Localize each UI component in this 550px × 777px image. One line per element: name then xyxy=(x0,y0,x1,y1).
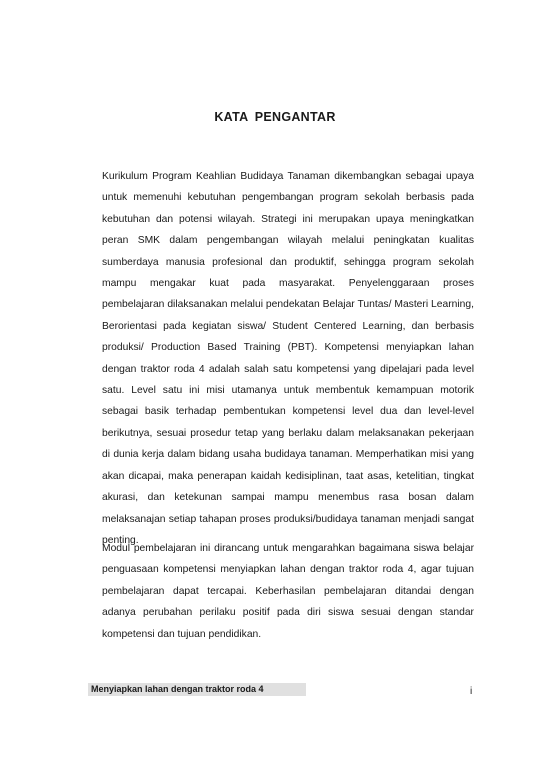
page-number: i xyxy=(470,686,473,697)
page-title: KATA PENGANTAR xyxy=(214,110,336,124)
footer-module-title: Menyiapkan lahan dengan traktor roda 4 xyxy=(88,683,306,696)
paragraph-introduction: Kurikulum Program Keahlian Budidaya Tanaman dikembangkan sebagai upaya untuk memenuhi kebutuhan pengembangan program sekolah berbasis pada kebutuhan dan potensi wilayah. Strategi ini merupakan upaya meningkatkan peran SMK dalam pengembangan wilayah melalui peningkatan kualitas sumberdaya manusia profesional dan produktif, sehingga program sekolah mampu mengakar kuat pada masyarakat. Penyelenggaraan proses pembelajaran dilaksanakan melalui pendekatan Belajar Tuntas/ Masteri Learning, Berorientasi pada kegiatan siswa/ Student Centered Learning, dan berbasis produksi/ Production Based Training (PBT). Kompetensi menyiapkan lahan dengan traktor roda 4 adalah salah satu kompetensi yang dipelajari pada level satu. Level satu ini misi utamanya untuk membentuk kemampuan motorik sebagai basik terhadap pembentukan kompetensi level dua dan level-level berikutnya, sesuai prosedur tetap yang berlaku dalam melaksanakan pekerjaan di dunia kerja dalam bidang usaha budidaya tanaman. Memperhatikan misi yang akan dicapai, maka penerapan kaidah kedisiplinan, taat asas, ketelitian, tingkat akurasi, dan ketekunan sampai mampu menembus rasa bosan dalam melaksanajan setiap tahapan proses produksi/budidaya tanaman menjadi sangat penting. xyxy=(102,171,474,546)
paragraph-module-purpose: Modul pembelajaran ini dirancang untuk mengarahkan bagaimana siswa belajar penguasaan kompetensi menyiapkan lahan dengan traktor roda 4, agar tujuan pembelajaran dapat tercapai. Keberhasilan pembelajaran ditandai dengan adanya perubahan perilaku positif pada diri siswa sesuai dengan standar kompetensi dan tujuan pendidikan. xyxy=(102,543,474,640)
